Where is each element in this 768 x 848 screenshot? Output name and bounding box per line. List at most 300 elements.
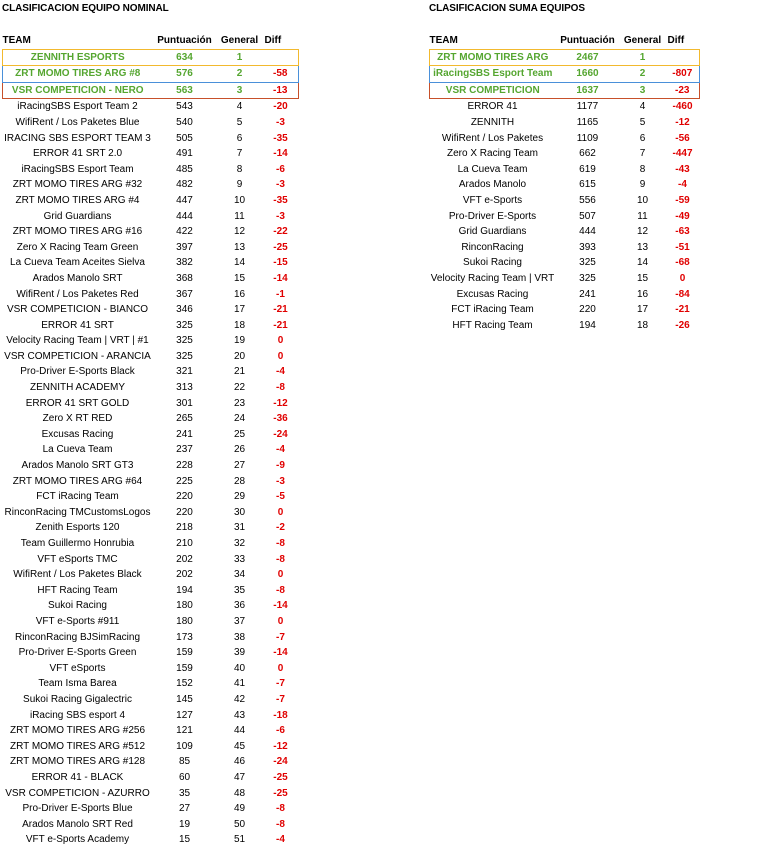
points-cell: 444 bbox=[579, 226, 596, 238]
points-cell: 1660 bbox=[556, 66, 620, 83]
points-cell: 1109 bbox=[576, 132, 599, 144]
team-cell: Pro-Driver E-Sports Blue bbox=[22, 803, 133, 815]
points-cell: 397 bbox=[176, 241, 193, 253]
points-cell: 1165 bbox=[576, 116, 599, 128]
diff-cell: 0 bbox=[277, 662, 284, 674]
table-row bbox=[3, 209, 299, 225]
points-cell: 346 bbox=[176, 304, 193, 316]
points-cell: 301 bbox=[176, 397, 193, 409]
points-cell: 220 bbox=[176, 491, 193, 503]
team-cell: ERROR 41 bbox=[467, 101, 518, 113]
points-cell: 173 bbox=[176, 631, 193, 643]
points-cell: 1177 bbox=[576, 101, 599, 113]
team-cell: iRacingSBS Esport Team bbox=[21, 163, 134, 175]
table-row bbox=[3, 661, 299, 677]
general-cell: 49 bbox=[233, 803, 246, 815]
points-cell: 180 bbox=[176, 615, 193, 627]
team-cell: VSR COMPETICION bbox=[430, 82, 556, 99]
points-cell: 202 bbox=[176, 569, 193, 581]
diff-cell: -7 bbox=[276, 693, 285, 705]
table-row bbox=[3, 427, 299, 443]
points-cell: 447 bbox=[176, 194, 193, 206]
points-cell: 225 bbox=[176, 475, 193, 487]
diff-cell bbox=[666, 49, 700, 66]
general-cell: 27 bbox=[233, 460, 246, 472]
team-cell: ZRT MOMO TIRES ARG #4 bbox=[15, 194, 140, 206]
general-cell: 6 bbox=[639, 132, 646, 144]
general-cell: 18 bbox=[233, 319, 246, 331]
points-cell: 507 bbox=[579, 210, 596, 222]
table-row bbox=[3, 380, 299, 396]
general-cell: 41 bbox=[233, 678, 246, 690]
points-cell: 202 bbox=[176, 553, 193, 565]
points-cell: 194 bbox=[579, 319, 596, 331]
team-cell: HFT Racing Team bbox=[37, 584, 118, 596]
team-cell: IRACING SBS ESPORT TEAM 3 bbox=[4, 132, 151, 144]
general-cell: 3 bbox=[620, 82, 666, 99]
table-row bbox=[3, 645, 299, 661]
team-cell: Zero X Racing Team bbox=[447, 148, 538, 160]
general-cell: 4 bbox=[639, 101, 646, 113]
table-row bbox=[430, 240, 700, 256]
general-cell: 8 bbox=[639, 163, 646, 175]
team-cell: HFT Racing Team bbox=[452, 319, 533, 331]
table-row bbox=[3, 630, 299, 646]
team-cell: FCT iRacing Team bbox=[36, 491, 119, 503]
diff-cell: -5 bbox=[276, 491, 285, 503]
table-row bbox=[3, 162, 299, 178]
general-cell: 5 bbox=[639, 116, 646, 128]
points-cell: 485 bbox=[176, 163, 193, 175]
table-row bbox=[430, 99, 700, 115]
table-row bbox=[430, 162, 700, 178]
diff-cell: -4 bbox=[678, 179, 687, 191]
points-cell: 325 bbox=[579, 257, 596, 269]
points-cell: 210 bbox=[176, 538, 193, 549]
general-cell: 9 bbox=[236, 179, 243, 191]
general-cell: 31 bbox=[233, 522, 246, 534]
team-cell: VFT eSports TMC bbox=[37, 553, 118, 565]
table-row bbox=[430, 82, 700, 99]
points-cell: 491 bbox=[176, 148, 193, 160]
general-cell: 22 bbox=[233, 382, 246, 394]
table-row bbox=[3, 614, 299, 630]
table-row bbox=[3, 692, 299, 708]
table-row bbox=[3, 364, 299, 380]
table-row bbox=[3, 349, 299, 365]
team-cell: Velocity Racing Team | VRT | #1 bbox=[6, 335, 149, 347]
table-row bbox=[3, 489, 299, 505]
team-cell: ZENNITH ESPORTS bbox=[3, 49, 153, 66]
team-column-header: TEAM bbox=[429, 35, 458, 46]
table-row bbox=[3, 99, 299, 115]
points-cell: 662 bbox=[579, 148, 596, 160]
general-cell: 33 bbox=[233, 553, 246, 565]
diff-cell: -12 bbox=[273, 397, 288, 409]
points-cell: 228 bbox=[176, 460, 193, 472]
team-cell: Arados Manolo SRT bbox=[32, 272, 123, 284]
team-cell: VFT e-Sports #911 bbox=[35, 615, 120, 627]
diff-column-header: Diff bbox=[264, 35, 282, 46]
team-sum-ranking-body bbox=[430, 49, 700, 333]
table-row bbox=[3, 66, 299, 83]
general-cell: 3 bbox=[217, 82, 263, 99]
general-column-header: General bbox=[220, 35, 259, 46]
table-row bbox=[3, 131, 299, 147]
diff-cell: -25 bbox=[273, 241, 288, 253]
team-cell: ZENNITH bbox=[470, 116, 515, 128]
nominal-ranking-table bbox=[2, 33, 299, 848]
team-cell: VSR COMPETICION - BIANCO bbox=[6, 304, 149, 316]
diff-cell: -20 bbox=[273, 101, 288, 113]
diff-cell: -14 bbox=[273, 148, 288, 160]
points-cell: 19 bbox=[178, 818, 191, 830]
team-cell: iRacingSBS Esport Team 2 bbox=[17, 101, 138, 113]
diff-cell: -460 bbox=[672, 101, 693, 113]
general-cell: 29 bbox=[233, 491, 246, 503]
general-cell: 4 bbox=[236, 101, 243, 113]
general-cell: 12 bbox=[233, 226, 246, 238]
diff-cell: -58 bbox=[263, 66, 299, 83]
diff-cell: -4 bbox=[276, 444, 285, 456]
table-row bbox=[3, 505, 299, 521]
diff-cell: -21 bbox=[273, 304, 288, 316]
general-cell: 5 bbox=[236, 116, 243, 128]
table-row bbox=[430, 49, 700, 66]
table-row bbox=[3, 598, 299, 614]
points-cell: 218 bbox=[176, 522, 193, 534]
diff-cell: -8 bbox=[276, 818, 285, 830]
team-cell: WifiRent / Los Paketes Black bbox=[13, 569, 142, 581]
table-row bbox=[3, 240, 299, 256]
diff-cell: -12 bbox=[273, 740, 288, 752]
team-cell: FCT iRacing Team bbox=[451, 304, 534, 316]
diff-cell: -22 bbox=[273, 226, 288, 238]
points-cell: 152 bbox=[176, 678, 193, 690]
team-cell: ZENNITH ACADEMY bbox=[29, 382, 125, 394]
diff-cell: -4 bbox=[276, 834, 285, 846]
diff-cell: -3 bbox=[276, 210, 285, 222]
diff-cell: -1 bbox=[276, 288, 285, 300]
general-cell: 44 bbox=[233, 725, 246, 737]
diff-cell bbox=[263, 49, 299, 66]
general-cell: 11 bbox=[234, 210, 245, 222]
team-cell: VSR COMPETICION - AZURRO bbox=[5, 787, 150, 799]
team-cell: Excusas Racing bbox=[456, 288, 529, 300]
team-cell: ZRT MOMO TIRES ARG #256 bbox=[9, 725, 146, 737]
team-cell: VSR COMPETICION - ARANCIA bbox=[4, 350, 151, 362]
table-row bbox=[3, 583, 299, 599]
table-row bbox=[430, 255, 700, 271]
general-cell: 34 bbox=[233, 569, 246, 581]
team-cell: La Cueva Team bbox=[42, 444, 113, 456]
general-column-header: General bbox=[623, 35, 662, 46]
diff-cell: -3 bbox=[276, 179, 285, 191]
general-cell: 24 bbox=[233, 413, 246, 425]
diff-cell: -36 bbox=[273, 413, 288, 425]
team-column-header: TEAM bbox=[2, 35, 31, 46]
points-cell: 2467 bbox=[556, 49, 620, 66]
diff-cell: -21 bbox=[273, 319, 288, 331]
diff-cell: -18 bbox=[273, 709, 288, 721]
table-row bbox=[3, 302, 299, 318]
team-cell: Sukoi Racing bbox=[48, 600, 107, 612]
table-row bbox=[3, 676, 299, 692]
table-row bbox=[3, 552, 299, 568]
diff-cell: -807 bbox=[666, 66, 700, 83]
diff-cell: -49 bbox=[675, 210, 690, 222]
table-row bbox=[430, 287, 700, 303]
table-row bbox=[3, 255, 299, 271]
table-row bbox=[3, 271, 299, 287]
diff-cell: -35 bbox=[273, 194, 288, 206]
team-cell: Arados Manolo SRT Red bbox=[22, 818, 133, 830]
general-cell: 28 bbox=[233, 475, 246, 487]
points-cell: 180 bbox=[176, 600, 193, 612]
general-cell: 15 bbox=[636, 272, 649, 284]
points-cell: 313 bbox=[176, 382, 193, 394]
diff-cell: -447 bbox=[672, 148, 693, 160]
diff-cell: -24 bbox=[273, 428, 288, 440]
team-cell: RinconRacing bbox=[461, 241, 524, 253]
general-cell: 18 bbox=[636, 319, 649, 331]
general-cell: 7 bbox=[639, 148, 646, 160]
general-cell: 10 bbox=[233, 194, 246, 206]
diff-cell: -15 bbox=[273, 257, 288, 269]
team-cell: VFT e-Sports bbox=[462, 194, 523, 206]
diff-cell: -26 bbox=[675, 319, 690, 331]
table-row bbox=[430, 318, 700, 334]
points-cell: 127 bbox=[176, 709, 193, 721]
diff-cell: -43 bbox=[675, 163, 690, 175]
general-cell: 20 bbox=[233, 350, 246, 362]
general-cell: 7 bbox=[236, 148, 243, 160]
points-cell: 325 bbox=[176, 335, 193, 347]
general-cell: 21 bbox=[233, 366, 246, 378]
diff-cell: -8 bbox=[276, 553, 285, 565]
general-cell: 9 bbox=[639, 179, 646, 191]
points-cell: 505 bbox=[176, 132, 193, 144]
team-cell: Team Guillermo Honrubia bbox=[20, 538, 135, 549]
points-cell: 109 bbox=[176, 740, 193, 752]
diff-cell: -68 bbox=[675, 257, 690, 269]
diff-cell: -63 bbox=[675, 226, 690, 238]
team-cell: Grid Guardians bbox=[43, 210, 112, 222]
general-cell: 23 bbox=[233, 397, 246, 409]
general-cell: 38 bbox=[233, 631, 246, 643]
table-row bbox=[3, 723, 299, 739]
table-header-row bbox=[3, 33, 299, 49]
points-cell: 159 bbox=[176, 647, 193, 659]
general-cell: 36 bbox=[233, 600, 246, 612]
diff-cell: -9 bbox=[276, 460, 285, 472]
team-cell: WifiRent / Los Paketes Blue bbox=[15, 116, 140, 128]
table-row bbox=[3, 817, 299, 833]
diff-cell: -51 bbox=[675, 241, 690, 253]
general-cell: 42 bbox=[233, 693, 246, 705]
table-row bbox=[3, 520, 299, 536]
general-cell: 2 bbox=[620, 66, 666, 83]
points-cell: 35 bbox=[178, 787, 191, 799]
team-sum-ranking-title: CLASIFICACION SUMA EQUIPOS bbox=[429, 3, 585, 14]
general-cell: 48 bbox=[233, 787, 246, 799]
table-row bbox=[3, 146, 299, 162]
general-cell: 17 bbox=[636, 304, 649, 316]
table-row bbox=[3, 458, 299, 474]
diff-cell: -7 bbox=[276, 678, 285, 690]
team-cell: Zero X RT RED bbox=[42, 413, 113, 425]
points-cell: 615 bbox=[579, 179, 596, 191]
general-cell: 46 bbox=[233, 756, 246, 768]
diff-cell: -7 bbox=[276, 631, 285, 643]
diff-cell: -4 bbox=[276, 366, 285, 378]
team-cell: Pro-Driver E-Sports Green bbox=[18, 647, 137, 659]
table-row bbox=[3, 536, 299, 552]
team-cell: RinconRacing TMCustomsLogos bbox=[4, 506, 151, 518]
diff-cell: -13 bbox=[263, 82, 299, 99]
diff-cell: -25 bbox=[273, 771, 288, 783]
table-row bbox=[3, 82, 299, 99]
points-cell: 265 bbox=[176, 413, 193, 425]
table-row bbox=[3, 567, 299, 583]
points-cell: 220 bbox=[176, 506, 193, 518]
team-cell: VFT eSports bbox=[49, 662, 106, 674]
team-sum-ranking-table bbox=[429, 33, 700, 333]
table-row bbox=[3, 318, 299, 334]
table-row bbox=[430, 224, 700, 240]
general-cell: 30 bbox=[233, 506, 246, 518]
team-cell: iRacingSBS Esport Team bbox=[430, 66, 556, 83]
table-row bbox=[3, 754, 299, 770]
general-cell: 14 bbox=[233, 257, 246, 269]
team-cell: VSR COMPETICION - NERO bbox=[3, 82, 153, 99]
team-cell: La Cueva Team bbox=[457, 163, 528, 175]
diff-cell: 0 bbox=[277, 350, 284, 362]
points-column-header: Puntuación bbox=[560, 35, 615, 46]
team-cell: Pro-Driver E-Sports Black bbox=[20, 366, 135, 378]
diff-cell: -14 bbox=[273, 600, 288, 612]
diff-cell: 0 bbox=[277, 615, 284, 627]
table-row bbox=[430, 66, 700, 83]
diff-cell: -6 bbox=[276, 725, 285, 737]
diff-cell: -2 bbox=[276, 522, 285, 534]
team-cell: ZRT MOMO TIRES ARG #512 bbox=[9, 740, 146, 752]
points-cell: 241 bbox=[176, 428, 193, 440]
table-row bbox=[430, 177, 700, 193]
diff-cell: -3 bbox=[276, 475, 285, 487]
diff-cell: -21 bbox=[675, 304, 690, 316]
team-cell: Arados Manolo bbox=[458, 179, 527, 191]
points-cell: 619 bbox=[579, 163, 596, 175]
nominal-ranking-title: CLASIFICACION EQUIPO NOMINAL bbox=[2, 3, 169, 14]
table-row bbox=[430, 131, 700, 147]
team-cell: Pro-Driver E-Sports bbox=[448, 210, 537, 222]
table-row bbox=[3, 739, 299, 755]
diff-cell: -56 bbox=[675, 132, 690, 144]
general-cell: 50 bbox=[233, 818, 246, 830]
diff-cell: -59 bbox=[675, 194, 690, 206]
general-cell: 16 bbox=[636, 288, 649, 300]
general-cell: 1 bbox=[217, 49, 263, 66]
diff-cell: -8 bbox=[276, 538, 285, 549]
table-row bbox=[430, 271, 700, 287]
diff-cell: -14 bbox=[273, 272, 288, 284]
diff-cell: -3 bbox=[276, 116, 285, 128]
team-cell: Zenith Esports 120 bbox=[35, 522, 120, 534]
general-cell: 11 bbox=[637, 210, 648, 222]
team-cell: RinconRacing BJSimRacing bbox=[14, 631, 141, 643]
points-column-header: Puntuación bbox=[157, 35, 212, 46]
general-cell: 25 bbox=[233, 428, 246, 440]
table-row bbox=[3, 474, 299, 490]
points-cell: 85 bbox=[178, 756, 191, 768]
team-cell: ZRT MOMO TIRES ARG #64 bbox=[12, 475, 143, 487]
general-cell: 51 bbox=[233, 834, 246, 846]
team-cell: Sukoi Racing Gigalectric bbox=[23, 693, 132, 705]
table-row bbox=[3, 177, 299, 193]
points-cell: 540 bbox=[176, 116, 193, 128]
general-cell: 1 bbox=[620, 49, 666, 66]
table-row bbox=[3, 224, 299, 240]
general-cell: 39 bbox=[233, 647, 246, 659]
points-cell: 325 bbox=[579, 272, 596, 284]
points-cell: 121 bbox=[176, 725, 193, 737]
general-cell: 12 bbox=[636, 226, 649, 238]
points-cell: 194 bbox=[176, 584, 193, 596]
table-row bbox=[3, 115, 299, 131]
points-cell: 321 bbox=[176, 366, 193, 378]
points-cell: 367 bbox=[176, 288, 193, 300]
team-cell: iRacing SBS esport 4 bbox=[29, 709, 126, 721]
table-row bbox=[3, 786, 299, 802]
general-cell: 45 bbox=[233, 740, 246, 752]
points-cell: 634 bbox=[153, 49, 217, 66]
diff-cell: -35 bbox=[273, 132, 288, 144]
points-cell: 543 bbox=[176, 101, 193, 113]
team-cell: ZRT MOMO TIRES ARG #128 bbox=[9, 756, 146, 768]
points-cell: 556 bbox=[579, 194, 596, 206]
team-cell: ZRT MOMO TIRES ARG bbox=[430, 49, 556, 66]
team-cell: ERROR 41 SRT GOLD bbox=[25, 397, 130, 409]
team-cell: WifiRent / Los Paketes Red bbox=[16, 288, 139, 300]
table-row bbox=[3, 411, 299, 427]
table-header-row bbox=[430, 33, 700, 49]
diff-cell: -8 bbox=[276, 382, 285, 394]
table-row bbox=[3, 708, 299, 724]
team-cell: Grid Guardians bbox=[458, 226, 527, 238]
team-cell: Arados Manolo SRT GT3 bbox=[21, 460, 134, 472]
diff-cell: -8 bbox=[276, 584, 285, 596]
general-cell: 2 bbox=[217, 66, 263, 83]
table-row bbox=[3, 801, 299, 817]
general-cell: 43 bbox=[233, 709, 246, 721]
team-cell: Excusas Racing bbox=[41, 428, 114, 440]
points-cell: 325 bbox=[176, 319, 193, 331]
points-cell: 1637 bbox=[556, 82, 620, 99]
general-cell: 26 bbox=[233, 444, 246, 456]
diff-cell: -24 bbox=[273, 756, 288, 768]
general-cell: 32 bbox=[233, 538, 246, 549]
team-cell: ERROR 41 - BLACK bbox=[31, 771, 124, 783]
points-cell: 422 bbox=[176, 226, 193, 238]
team-cell: ZRT MOMO TIRES ARG #8 bbox=[3, 66, 153, 83]
table-row bbox=[3, 49, 299, 66]
nominal-ranking-body bbox=[3, 49, 299, 848]
points-cell: 15 bbox=[178, 834, 191, 846]
points-cell: 325 bbox=[176, 350, 193, 362]
general-cell: 10 bbox=[636, 194, 649, 206]
general-cell: 16 bbox=[233, 288, 246, 300]
